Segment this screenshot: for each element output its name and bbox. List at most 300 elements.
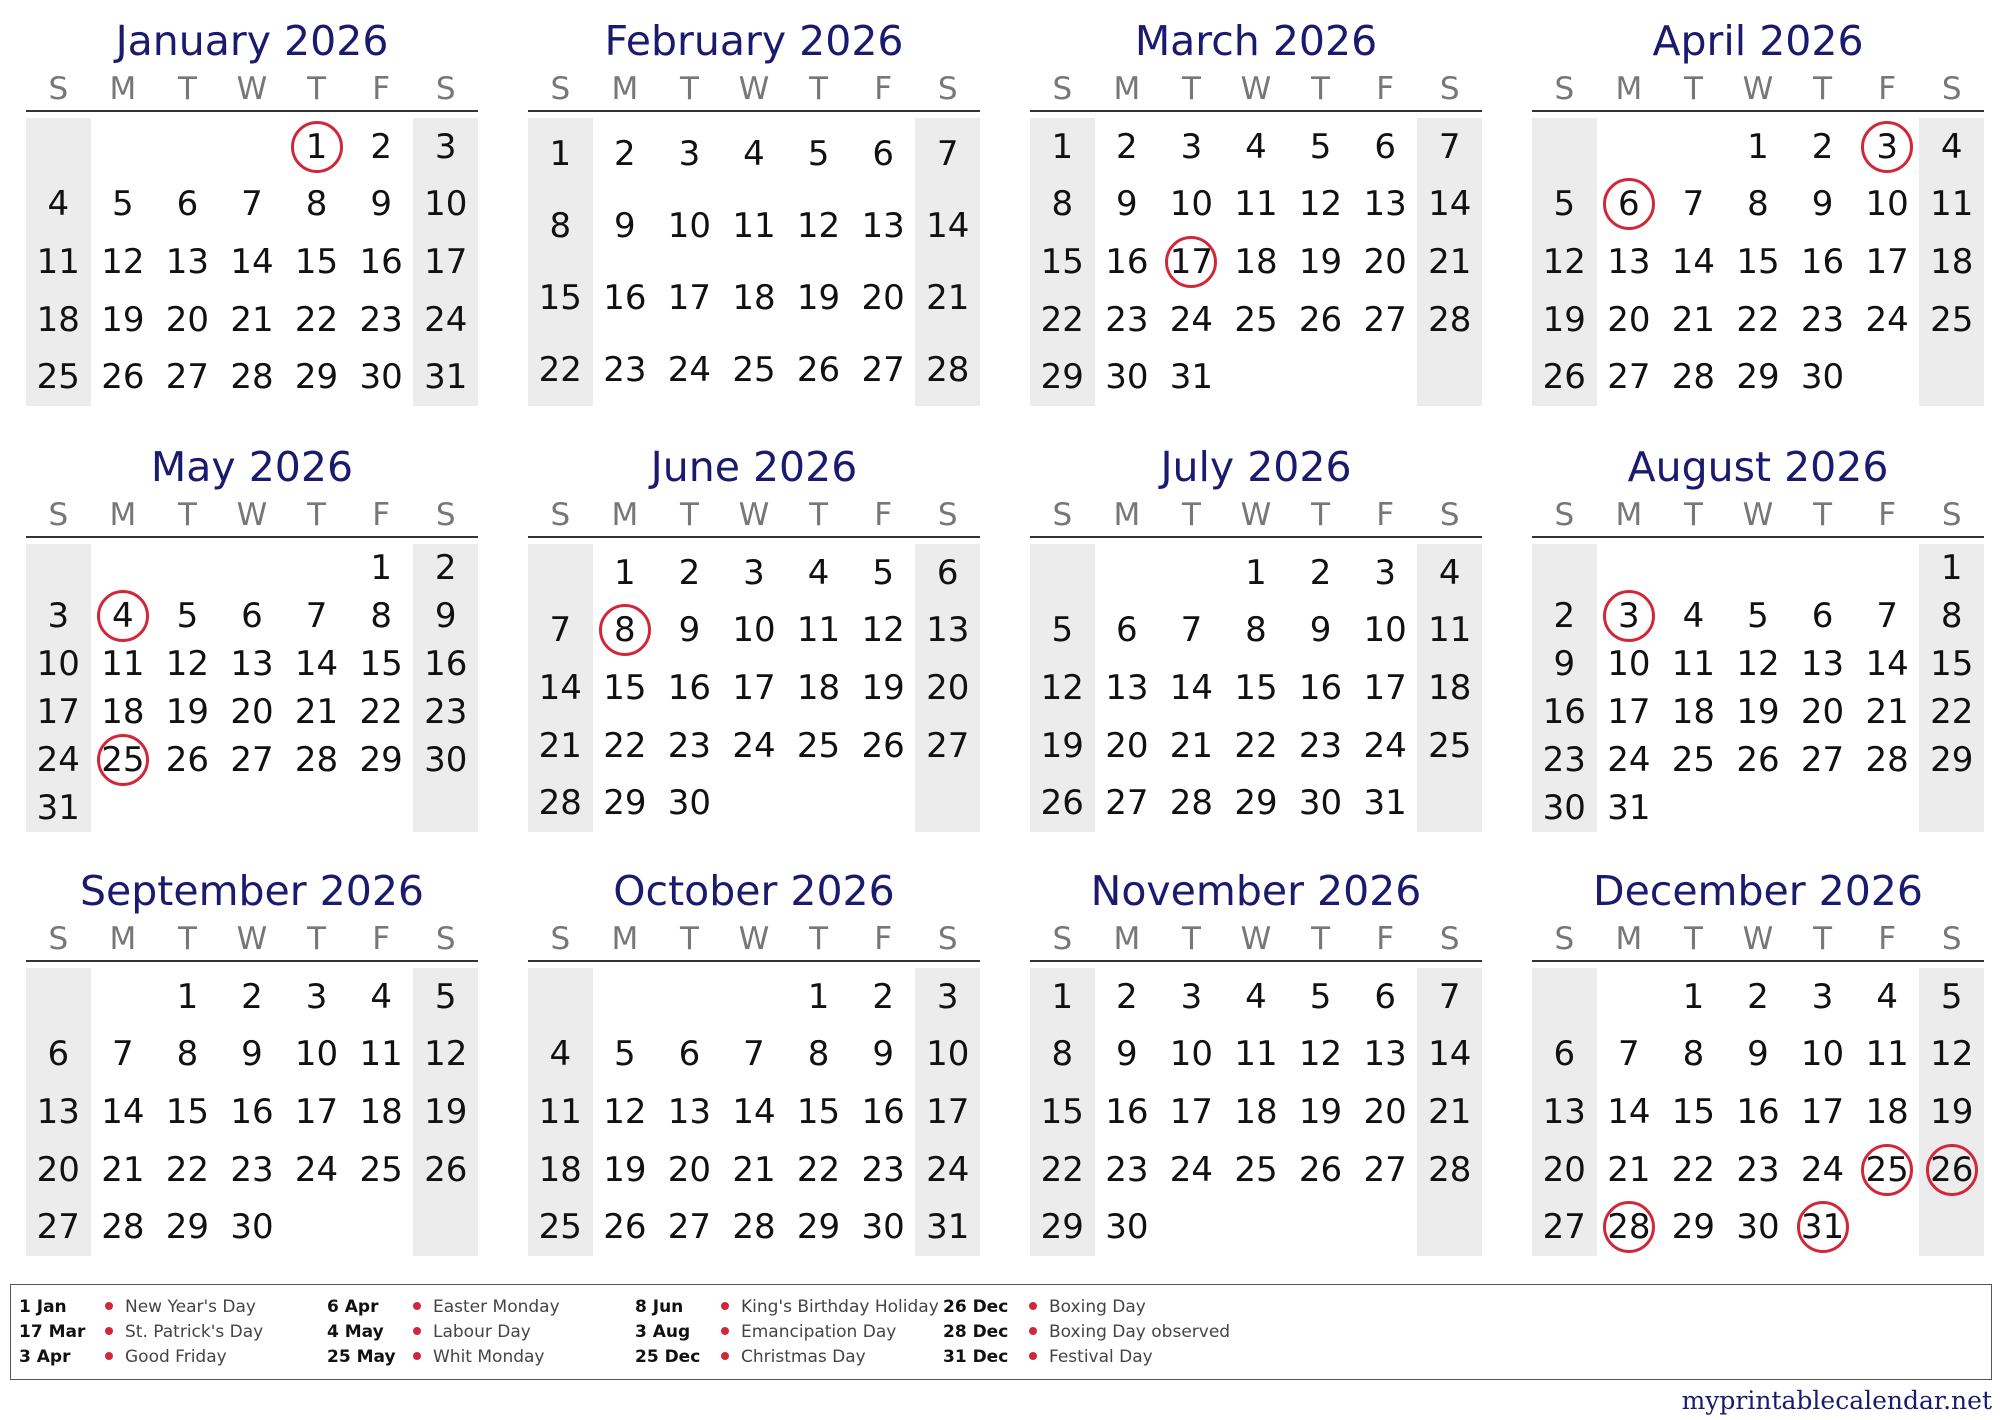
day-cell: 17 [732, 667, 776, 708]
weekday-label: M [1113, 921, 1141, 957]
day-cell: 4 [1245, 126, 1267, 167]
day-cell: 13 [230, 644, 274, 684]
day-cell: 29 [796, 1207, 841, 1248]
weekday-label: S [937, 921, 958, 957]
day-cell: 14 [915, 190, 980, 262]
day-cell: 7 [1876, 596, 1898, 636]
holiday-day-cell: 4 [91, 592, 156, 640]
day-cell: 23 [667, 725, 712, 766]
day-grid [528, 968, 980, 1256]
day-cell: 16 [667, 667, 712, 708]
weekday-header [528, 918, 980, 962]
day-cell: 11 [101, 644, 145, 684]
empty-day-cell [1288, 1198, 1353, 1256]
day-cell: 24 [1169, 1149, 1214, 1190]
weekday-label: T [679, 497, 699, 533]
weekday-label: S [1554, 497, 1575, 533]
day-cell: 10 [915, 1026, 980, 1084]
day-cell: 22 [528, 334, 593, 406]
month-block [528, 14, 980, 406]
holiday-dot-icon [105, 1302, 113, 1310]
day-cell: 18 [1671, 692, 1716, 732]
day-cell: 14 [1607, 1091, 1651, 1132]
day-cell: 10 [732, 610, 776, 651]
month-block [1532, 440, 1984, 832]
weekday-label: T [679, 921, 699, 957]
day-cell: 18 [1234, 241, 1278, 282]
day-cell: 26 [165, 740, 210, 780]
empty-day-cell [1661, 118, 1726, 176]
day-cell: 8 [1030, 1026, 1095, 1084]
day-cell: 18 [796, 667, 841, 708]
weekday-label: T [1311, 921, 1331, 957]
day-cell: 3 [1811, 976, 1834, 1017]
day-cell: 12 [1919, 1026, 1984, 1084]
day-cell: 31 [1169, 357, 1214, 398]
day-cell: 2 [1116, 976, 1138, 1017]
weekday-label: W [1240, 497, 1272, 533]
legend-date: 8 Jun [635, 1297, 684, 1317]
day-cell: 16 [861, 1091, 905, 1132]
day-cell: 7 [1682, 184, 1705, 225]
footer-site-name[interactable]: myprintablecalendar.net [1681, 1386, 1992, 1415]
holiday-day-cell: 3 [1597, 592, 1662, 640]
day-cell: 8 [528, 190, 593, 262]
weekday-label: T [177, 921, 197, 957]
empty-day-cell [528, 544, 593, 602]
holiday-dot-icon [1029, 1302, 1037, 1310]
holiday-day-cell: 26 [1919, 1141, 1984, 1199]
legend-holiday-name: Good Friday [125, 1347, 227, 1367]
holiday-day-cell: 3 [1855, 118, 1920, 176]
day-cell: 2 [1116, 126, 1138, 167]
empty-day-cell [528, 968, 593, 1026]
legend-holiday-name: Whit Monday [433, 1347, 545, 1367]
day-cell: 22 [1030, 1141, 1095, 1199]
holiday-day-cell: 25 [91, 736, 156, 784]
day-cell: 18 [101, 692, 145, 732]
day-cell: 24 [1865, 299, 1909, 340]
day-cell: 30 [1800, 357, 1845, 398]
month-title: June 2026 [650, 443, 858, 491]
day-cell: 24 [1607, 740, 1651, 780]
empty-day-cell [1159, 544, 1224, 602]
day-cell: 20 [1363, 241, 1407, 282]
day-cell: 13 [1532, 1083, 1597, 1141]
day-cell: 13 [1607, 241, 1651, 282]
day-cell: 11 [796, 610, 841, 651]
day-cell: 29 [165, 1207, 210, 1248]
empty-day-cell [349, 784, 414, 832]
day-cell: 15 [1736, 241, 1780, 282]
weekday-label: S [1439, 497, 1460, 533]
day-cell: 4 [1876, 976, 1898, 1017]
empty-day-cell [1417, 348, 1482, 406]
day-cell: 20 [1105, 725, 1149, 766]
day-cell: 14 [1865, 644, 1909, 684]
day-cell: 17 [26, 688, 91, 736]
day-cell: 23 [1800, 299, 1845, 340]
day-cell: 21 [101, 1149, 145, 1190]
day-cell: 6 [1116, 610, 1138, 651]
day-cell: 9 [1532, 640, 1597, 688]
day-cell: 14 [1417, 1026, 1482, 1084]
holiday-dot-icon [105, 1327, 113, 1335]
day-cell: 27 [1800, 740, 1845, 780]
day-cell: 1 [1245, 552, 1267, 593]
legend-date: 3 Aug [635, 1322, 691, 1342]
weekday-label: W [236, 497, 268, 533]
day-cell: 13 [1363, 184, 1407, 225]
day-cell: 31 [915, 1198, 980, 1256]
day-cell: 10 [1169, 184, 1214, 225]
weekday-label: W [1240, 71, 1272, 107]
empty-day-cell [1224, 1198, 1289, 1256]
empty-day-cell [91, 784, 156, 832]
weekday-label: S [1941, 497, 1962, 533]
day-cell: 5 [176, 596, 199, 636]
legend-holiday-name: Festival Day [1049, 1347, 1153, 1367]
day-cell: 17 [915, 1083, 980, 1141]
day-cell: 16 [1800, 241, 1845, 282]
day-cell: 5 [413, 968, 478, 1026]
empty-day-cell [1417, 1198, 1482, 1256]
day-cell: 11 [1671, 644, 1716, 684]
day-cell: 14 [528, 659, 593, 717]
day-cell: 23 [413, 688, 478, 736]
day-cell: 15 [1030, 233, 1095, 291]
day-cell: 27 [915, 717, 980, 775]
weekday-label: W [1742, 71, 1774, 107]
empty-day-cell [1726, 544, 1791, 592]
day-cell: 15 [603, 667, 647, 708]
day-cell: 24 [667, 350, 712, 390]
day-cell: 10 [1607, 644, 1651, 684]
day-cell: 23 [861, 1149, 905, 1190]
empty-day-cell [1159, 1198, 1224, 1256]
day-cell: 5 [1747, 596, 1769, 636]
weekday-header [1030, 494, 1482, 538]
day-cell: 7 [305, 596, 328, 636]
day-cell: 15 [1234, 667, 1278, 708]
day-cell: 28 [1169, 783, 1214, 824]
weekday-label: S [435, 71, 456, 107]
empty-day-cell [91, 118, 156, 176]
day-cell: 11 [26, 233, 91, 291]
empty-day-cell [1919, 348, 1984, 406]
weekday-header [1532, 494, 1984, 538]
day-cell: 18 [1919, 233, 1984, 291]
day-cell: 5 [614, 1034, 636, 1075]
month-block [1532, 864, 1984, 1256]
day-cell: 24 [26, 736, 91, 784]
empty-day-cell [26, 118, 91, 176]
holiday-dot-icon [413, 1302, 421, 1310]
weekday-label: S [1052, 497, 1073, 533]
month-title: September 2026 [80, 867, 424, 915]
day-cell: 21 [1865, 692, 1909, 732]
day-cell: 16 [230, 1091, 274, 1132]
day-cell: 16 [1105, 241, 1149, 282]
day-cell: 22 [1671, 1149, 1716, 1190]
weekday-label: F [372, 71, 391, 107]
day-cell: 23 [1105, 1149, 1149, 1190]
day-cell: 29 [1919, 736, 1984, 784]
day-cell: 22 [1919, 688, 1984, 736]
day-cell: 29 [294, 357, 339, 398]
day-cell: 8 [1245, 610, 1267, 651]
day-cell: 9 [1747, 1034, 1769, 1075]
day-cell: 1 [370, 548, 392, 588]
empty-day-cell [1417, 774, 1482, 832]
day-cell: 25 [528, 1198, 593, 1256]
day-cell: 8 [1030, 176, 1095, 234]
day-cell: 10 [26, 640, 91, 688]
weekday-label: S [1439, 71, 1460, 107]
empty-day-cell [155, 544, 220, 592]
empty-day-cell [155, 784, 220, 832]
day-cell: 26 [1298, 1149, 1343, 1190]
empty-day-cell [1790, 784, 1855, 832]
day-cell: 2 [370, 126, 392, 167]
weekday-label: W [236, 921, 268, 957]
day-cell: 4 [807, 552, 830, 593]
day-cell: 25 [1417, 717, 1482, 775]
day-cell: 16 [359, 241, 403, 282]
weekday-header [26, 494, 478, 538]
day-cell: 19 [1298, 241, 1343, 282]
day-cell: 9 [1116, 1034, 1138, 1075]
weekday-label: T [1311, 71, 1331, 107]
day-cell: 12 [1298, 1034, 1343, 1075]
day-cell: 3 [413, 118, 478, 176]
day-cell: 9 [872, 1034, 894, 1075]
day-cell: 17 [1865, 241, 1909, 282]
day-cell: 7 [1180, 610, 1203, 651]
weekday-label: T [1181, 497, 1201, 533]
holiday-dot-icon [105, 1352, 113, 1360]
weekday-header [1030, 918, 1482, 962]
day-cell: 21 [1607, 1149, 1651, 1190]
weekday-label: F [372, 921, 391, 957]
legend-item [943, 1345, 1323, 1370]
day-cell: 26 [1532, 348, 1597, 406]
day-cell: 18 [26, 291, 91, 349]
day-cell: 8 [1747, 184, 1769, 225]
day-cell: 28 [1671, 357, 1716, 398]
day-cell: 25 [1234, 299, 1278, 340]
day-cell: 18 [528, 1141, 593, 1199]
empty-day-cell [155, 118, 220, 176]
empty-day-cell [1661, 544, 1726, 592]
empty-day-cell [1224, 348, 1289, 406]
weekday-label: T [809, 497, 829, 533]
day-cell: 14 [732, 1091, 776, 1132]
day-cell: 1 [614, 552, 636, 593]
weekday-label: T [809, 71, 829, 107]
weekday-header [1532, 918, 1984, 962]
legend-item [943, 1295, 1323, 1320]
day-cell: 23 [359, 299, 403, 340]
day-cell: 17 [413, 233, 478, 291]
day-cell: 28 [732, 1207, 776, 1248]
day-cell: 17 [1800, 1091, 1845, 1132]
legend-holiday-name: Boxing Day [1049, 1297, 1146, 1317]
day-cell: 11 [1417, 602, 1482, 660]
day-cell: 23 [603, 350, 647, 390]
weekday-header [1030, 68, 1482, 112]
day-cell: 28 [1865, 740, 1909, 780]
day-cell: 1 [528, 118, 593, 190]
day-cell: 8 [807, 1034, 830, 1075]
day-cell: 26 [101, 357, 145, 398]
empty-day-cell [1919, 784, 1984, 832]
weekday-label: T [1813, 921, 1833, 957]
day-cell: 30 [1105, 357, 1149, 398]
day-cell: 5 [1309, 126, 1332, 167]
day-cell: 6 [915, 544, 980, 602]
empty-day-cell [1726, 784, 1791, 832]
empty-day-cell [284, 544, 349, 592]
day-cell: 6 [26, 1026, 91, 1084]
day-cell: 15 [796, 1091, 841, 1132]
empty-day-cell [1855, 544, 1920, 592]
day-cell: 25 [732, 350, 776, 390]
day-cell: 19 [1919, 1083, 1984, 1141]
day-cell: 2 [678, 552, 701, 593]
day-cell: 22 [796, 1149, 841, 1190]
day-cell: 1 [807, 976, 830, 1017]
weekday-label: S [48, 921, 69, 957]
legend-date: 1 Jan [19, 1297, 67, 1317]
day-cell: 23 [1105, 299, 1149, 340]
weekday-label: F [1376, 921, 1395, 957]
day-cell: 18 [1234, 1091, 1278, 1132]
day-cell: 30 [1532, 784, 1597, 832]
day-cell: 28 [101, 1207, 145, 1248]
day-cell: 13 [1363, 1034, 1407, 1075]
legend-holiday-name: Labour Day [433, 1322, 531, 1342]
day-cell: 16 [413, 640, 478, 688]
day-cell: 2 [241, 976, 263, 1017]
day-cell: 24 [732, 725, 776, 766]
day-cell: 7 [528, 602, 593, 660]
weekday-label: F [372, 497, 391, 533]
day-cell: 5 [1532, 176, 1597, 234]
day-cell: 21 [1169, 725, 1214, 766]
day-cell: 22 [359, 692, 403, 732]
legend-date: 17 Mar [19, 1322, 86, 1342]
day-cell: 9 [1811, 184, 1834, 225]
weekday-label: T [177, 71, 197, 107]
day-cell: 7 [1417, 118, 1482, 176]
legend-date: 4 May [327, 1322, 384, 1342]
day-cell: 3 [1374, 552, 1396, 593]
day-grid [1030, 118, 1482, 406]
day-cell: 31 [1363, 783, 1407, 824]
day-cell: 2 [1811, 126, 1834, 167]
month-block [26, 864, 478, 1256]
day-cell: 7 [743, 1034, 765, 1075]
holiday-dot-icon [1029, 1352, 1037, 1360]
day-cell: 14 [294, 644, 339, 684]
day-cell: 26 [861, 725, 905, 766]
day-cell: 29 [1736, 357, 1780, 398]
day-cell: 10 [1865, 184, 1909, 225]
day-cell: 9 [241, 1034, 263, 1075]
day-cell: 18 [1865, 1091, 1909, 1132]
day-cell: 14 [101, 1091, 145, 1132]
legend-date: 25 May [327, 1347, 396, 1367]
empty-day-cell [786, 774, 851, 832]
day-cell: 3 [678, 134, 701, 174]
weekday-label: M [1615, 921, 1643, 957]
day-cell: 24 [1169, 299, 1214, 340]
day-cell: 17 [1169, 1091, 1214, 1132]
day-cell: 18 [732, 278, 776, 318]
month-title: August 2026 [1627, 443, 1889, 491]
day-cell: 5 [112, 184, 134, 225]
legend-date: 3 Apr [19, 1347, 71, 1367]
weekday-label: S [1554, 71, 1575, 107]
day-cell: 9 [678, 610, 701, 651]
day-cell: 11 [359, 1034, 403, 1075]
day-cell: 23 [1532, 736, 1597, 784]
weekday-label: T [307, 497, 327, 533]
day-cell: 4 [1919, 118, 1984, 176]
weekday-label: M [109, 921, 137, 957]
weekday-label: S [435, 921, 456, 957]
day-cell: 22 [294, 299, 339, 340]
weekday-label: S [937, 497, 958, 533]
weekday-header [1532, 68, 1984, 112]
day-cell: 13 [165, 241, 210, 282]
legend-date: 25 Dec [635, 1347, 701, 1367]
day-cell: 27 [26, 1198, 91, 1256]
empty-day-cell [91, 968, 156, 1026]
day-cell: 12 [603, 1091, 647, 1132]
day-cell: 12 [1298, 184, 1343, 225]
day-cell: 28 [1417, 291, 1482, 349]
day-cell: 29 [1234, 783, 1278, 824]
empty-day-cell [284, 1198, 349, 1256]
day-cell: 22 [603, 725, 647, 766]
month-title: January 2026 [115, 17, 389, 65]
weekday-label: S [550, 921, 571, 957]
day-cell: 2 [872, 976, 894, 1017]
weekday-label: S [1941, 71, 1962, 107]
weekday-label: S [550, 71, 571, 107]
day-cell: 24 [915, 1141, 980, 1199]
day-cell: 15 [165, 1091, 210, 1132]
weekday-label: M [109, 497, 137, 533]
day-cell: 4 [370, 976, 392, 1017]
weekday-label: F [1878, 71, 1897, 107]
day-cell: 16 [1532, 688, 1597, 736]
empty-day-cell [851, 774, 916, 832]
day-cell: 19 [165, 692, 210, 732]
day-cell: 21 [1417, 1083, 1482, 1141]
holiday-dot-icon [721, 1352, 729, 1360]
weekday-label: M [1615, 497, 1643, 533]
weekday-header [528, 494, 980, 538]
day-cell: 11 [1919, 176, 1984, 234]
day-cell: 30 [1105, 1207, 1149, 1248]
day-cell: 26 [1030, 774, 1095, 832]
day-cell: 14 [1417, 176, 1482, 234]
day-cell: 2 [1309, 552, 1332, 593]
day-cell: 13 [861, 206, 905, 246]
